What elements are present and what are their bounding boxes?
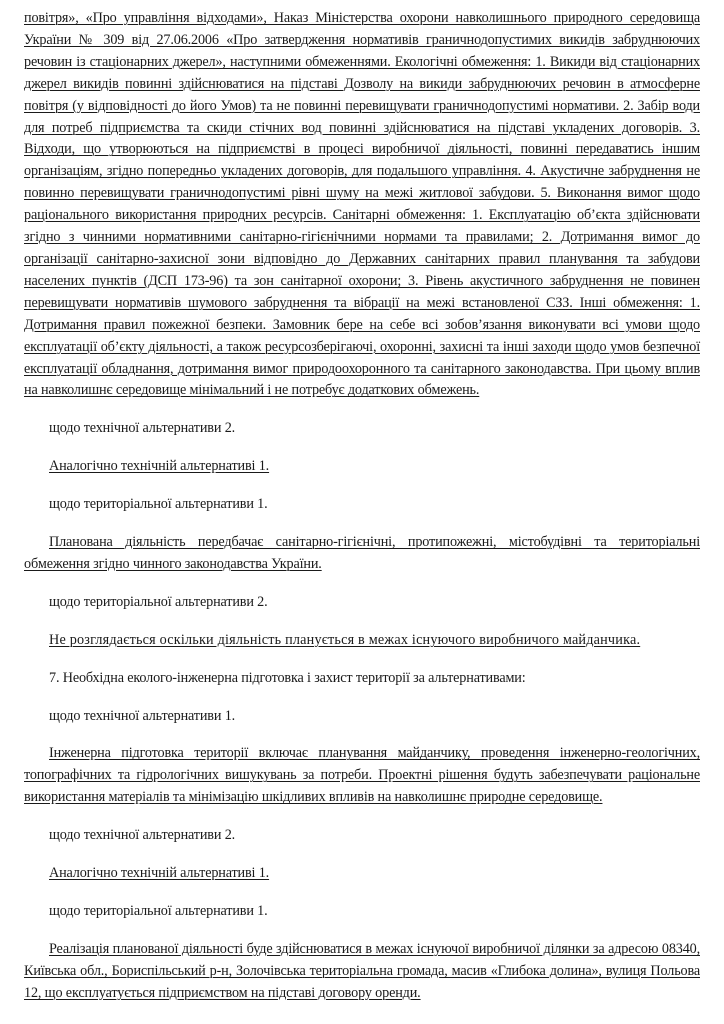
heading-territorial-alternative-2: щодо територіальної альтернативи 2.: [49, 593, 268, 610]
paragraph-technical-alternative-2: [24, 456, 700, 478]
heading-territorial-alternative-1-b: щодо територіальної альтернативи 1.: [49, 903, 268, 919]
paragraph-engineering-preparation: Інженерна підготовка території включає планування майданчику, проведення інженерно-геологічних, топографічних та гідрологічних вишукувань за потреби. Проектні рішення будуть забезпечувати раціональне використання матеріалів та мінімізацію шкідливих впливів на навколишнє природне середовище.: [24, 745, 700, 806]
section-7-heading: 7. Необхідна еколого-інженерна підготовка і захист території за альтернативами:: [49, 669, 526, 686]
heading-territorial-alternative-1: щодо територіальної альтернативи 1.: [49, 496, 268, 513]
text-technical-alternative-2: Аналогічно технічній альтернативі 1.: [49, 458, 270, 475]
paragraph-territorial-alternative-2: Не розглядається оскільки діяльність планується в межах існуючого виробничого майданчика.: [49, 631, 641, 648]
document-page: [24, 8, 700, 1005]
heading-technical-alternative-2-b: щодо технічної альтернативи 2.: [49, 827, 236, 844]
heading-technical-alternative-2: щодо технічної альтернативи 2.: [49, 420, 236, 437]
text-technical-alternative-2-b: Аналогічно технічній альтернативі 1.: [49, 865, 270, 882]
paragraph-restrictions: повітря», «Про управління відходами», Наказ Міністерства охорони навколишнього природного середовища України № 309 від 27.06.2006 «Про затвердження нормативів граничнодопустимих викидів забруднюючих речовин із стаціонарних джерел», наступними обмеженнями. Екологічні обмеження: 1. Викиди від стаціонарних джерел викидів повинні здійснюватися на підставі Дозволу на викиди забруднюючих речовин в атмосферне повітря (у відповідності до його Умов) та не повинні перевищувати граничнодопустимі нормативи. 2. Забір води для потреб підприємства та скиди стічних вод повинні здійснюватися на підставі укладених договорів. 3. Відходи, що утворюються на підприємстві в процесі виробничої діяльності, повинні передаватись іншим організаціям, згідно попередньо укладених договорів, для подальшого управління. 4. Акустичне забруднення не повинно перевищувати граничнодопустимі рівні шуму на межі житлової забудови. 5. Виконання вимог щодо раціонального використання природних ресурсів. Санітарні обмеження: 1. Експлуатацію об’єкта здійснювати згідно з чинними нормативними санітарно-гігієнічними нормами та правилами; 2. Дотримання вимог до організації санітарно-захисної зони відповідно до Державних санітарних правил планування та забудови населених пунктів (ДСП 173-96) та зон санітарної охорони; 3. Рівень акустичного забруднення не повинен перевищувати нормативів шумового забруднення та вібрації на межі встановленої СЗЗ. Інші обмеження: 1. Дотримання правил пожежної безпеки. Замовник бере на себе всі зобов’язання виконувати всі умови щодо експлуатації об’єкту діяльності, а також ресурсозберігаючі, охоронні, захисні та інші заходи щодо умов безпечної експлуатації обладнання, дотримання вимог природоохоронного та санітарного законодавства. При цьому вплив на навколишнє середовище мінімальний і не потребує додаткових обмежень.: [24, 10, 700, 399]
paragraph-technical-alternative-2-b: [24, 863, 700, 885]
paragraph-territorial-alternative-1: Планована діяльність передбачає санітарно-гігієнічні, протипожежні, містобудівні та територіальні обмеження згідно чинного законодавства України.: [24, 534, 700, 572]
paragraph-site-address: Реалізація планованої діяльності буде здійснюватися в межах існуючої виробничої ділянки за адресою 08340, Київська обл., Бориспільський р-н, Золочівська територіальна громада, масив «Глибока долина», вулиця Польова 12, що експлуатується підприємством на підставі договору оренди.: [24, 940, 700, 1001]
heading-technical-alternative-1: щодо технічної альтернативи 1.: [49, 707, 236, 724]
